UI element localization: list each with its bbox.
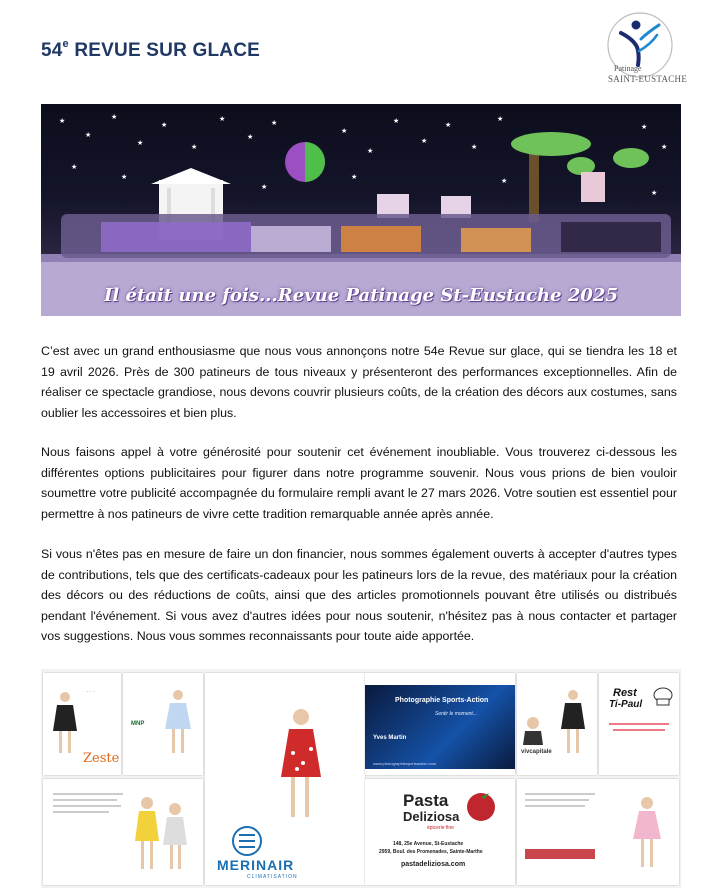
ad-page-pasta (365, 779, 515, 885)
ad-page-zeste: · · · Zeste (43, 673, 121, 775)
logo-text-patinage: Patinage (614, 64, 642, 73)
logo-text-saint-eustache: SAINT-EUSTACHE (608, 74, 688, 84)
photo-slogan: Sentir le moment... (435, 711, 477, 717)
skaters-crowd (61, 214, 671, 258)
pasta-url: pastadeliziosa.com (401, 861, 466, 868)
title-text: REVUE SUR GLACE (68, 40, 260, 61)
ad-page-merinair (205, 673, 365, 885)
mnp-logo: MNP (131, 721, 145, 727)
skaters-pair (43, 779, 203, 885)
zeste-logo: Zeste (83, 751, 120, 766)
restaurant-name-2: Ti-Paul (609, 699, 643, 710)
title-number: 54 (41, 40, 63, 61)
restaurant-name-1: Rest (613, 687, 637, 699)
merinair-sub: CLIMATISATION (247, 874, 298, 880)
photo-person: Yves Martin (373, 735, 407, 741)
skater-figure-3 (517, 673, 597, 775)
ad-page-mnp (123, 673, 203, 775)
paragraph-intro: C’est avec un grand enthousiasme que nous vous annonçons notre 54e Revue sur glace, qui se tiendra les 18 et 19 avril 2026. Près de 300 patineurs de tous niveaux y présenteront des performances exceptionnelles. Afin de réaliser ce spectacle grandiose, nous devons couvrir plusieurs coûts, de la création des décors aux costumes, sans oublier les accessoires et bien plus. (41, 344, 677, 420)
hero-photo: ★ ★ ★ ★ ★ ★ ★ ★ ★ ★ ★ ★ ★ ★ ★ ★ ★ ★ ★ ★ ★ ★ ★ ★ Il était une fois...Revue Patinage St-Eustache 2025 (41, 104, 681, 316)
ad-page-pink-skater (517, 779, 679, 885)
vivcapitale-logo: vivcapitale (521, 749, 552, 755)
paragraph-contributions: Si vous n'êtes pas en mesure de faire un don financier, nous sommes également ouverts à accepter d'autres types de contributions, tels que des certificats-cadeaux pour les patineurs lors de la revue, des matériaux pour la création des décors ou des réductions de coûts, ainsi que des articles promotionnels pouvant être utilisés ou distribués pendant l'événement. Si vous avez d'autres idées pour nous soutenir, n'hésitez pas à nous contacter et partager vos suggestions. Nous vous sommes reconnaissants pour toute aide apportée. (41, 547, 677, 643)
ad-page-photo (365, 673, 515, 775)
polka-dot-skater (205, 673, 365, 885)
photo-url: www.photographiesportsaction.com (373, 761, 437, 766)
title-superscript: e (62, 38, 69, 50)
ad-page-family (43, 779, 203, 885)
pasta-sub: épicerie fine (427, 825, 454, 831)
pasta-logo-2: Deliziosa (403, 809, 460, 824)
ad-page-restaurant (599, 673, 679, 775)
pasta-address-1: 148, 25e Avenue, St-Eustache (393, 841, 464, 847)
page-title (41, 40, 260, 62)
merinair-logo: MERINAIR (217, 857, 295, 873)
pasta-address-2: 2959, Boul. des Promenades, Sainte-Marthe (379, 849, 483, 855)
pasta-logo-1: Pasta (403, 791, 449, 810)
photo-company: Photographie Sports-Action (395, 697, 489, 704)
pink-skater (517, 779, 679, 885)
chef-hat-icon (599, 673, 679, 775)
hero-banner-text: Il était une fois...Revue Patinage St-Eustache 2025 (104, 285, 618, 306)
program-ads-spread (41, 669, 681, 888)
paragraph-appeal: Nous faisons appel à votre générosité pour soutenir cet événement inoubliable. Vous trouverez ci-dessous les différentes options publicitaires pour figurer dans notre programme souvenir. Nous vous prions de bien vouloir soumettre votre publicité accompagnée du formulaire rempli avant le 27 mars 2026. Votre soutien est essentiel pour permettre à nos patineurs de vivre cette tradition remarquable année après année. (41, 445, 677, 521)
tomato-icon (365, 779, 515, 885)
ad-page-vivcapitale (517, 673, 597, 775)
